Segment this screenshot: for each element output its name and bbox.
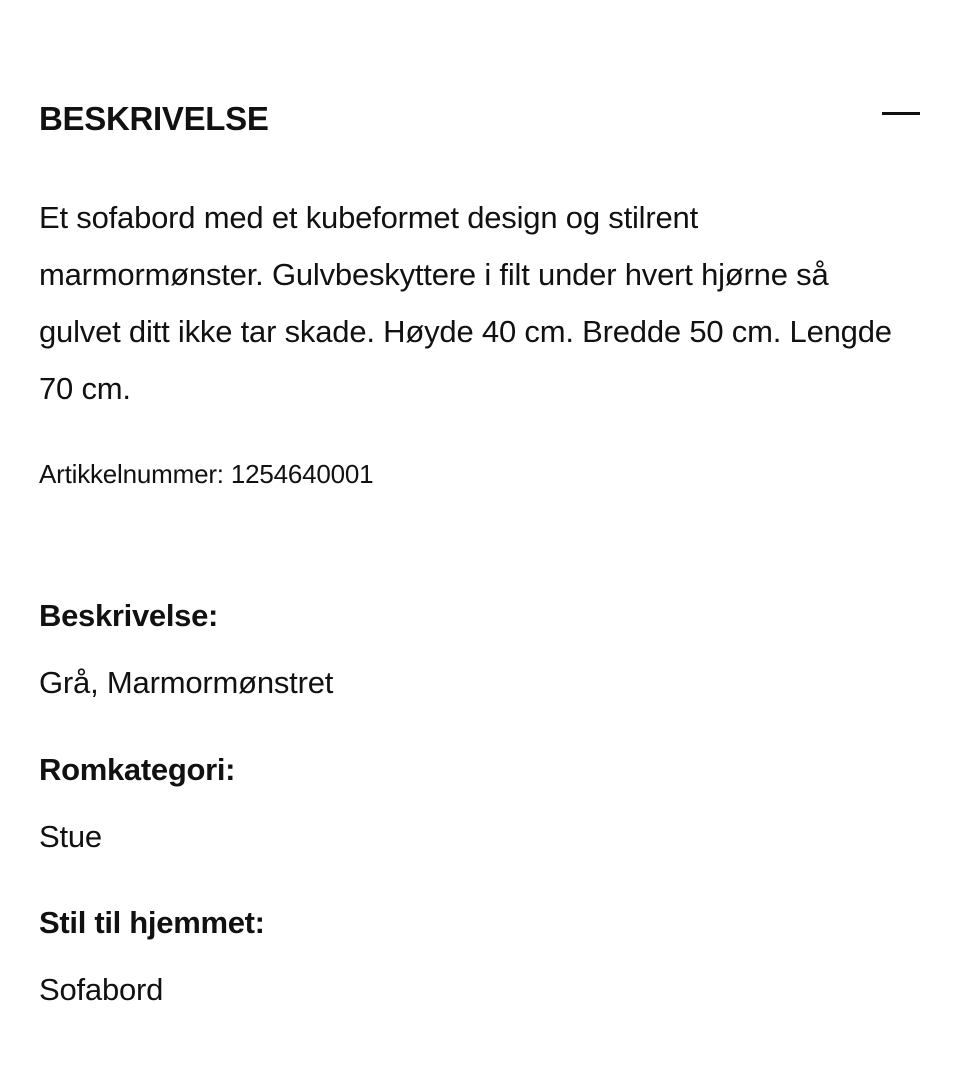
article-number: Artikkelnummer: 1254640001 xyxy=(39,459,374,489)
attribute-label-home-style: Stil til hjemmet: xyxy=(39,905,265,940)
attribute-label-room-category: Romkategori: xyxy=(39,752,236,787)
minus-icon[interactable] xyxy=(880,107,924,119)
attribute-value-description: Grå, Marmormønstret xyxy=(39,665,334,700)
description-accordion-header[interactable] xyxy=(0,80,960,156)
attribute-label-description: Beskrivelse: xyxy=(39,598,219,633)
section-title: BESKRIVELSE xyxy=(39,100,269,137)
product-description-text: Et sofabord med et kubeformet design og stilrent marmormønster. Gulvbeskyttere i filt under hvert hjørne så gulvet ditt ikke tar skade. Høyde 40 cm. Bredde 50 cm. Lengde 70 cm. xyxy=(39,200,892,406)
attribute-value-home-style: Sofabord xyxy=(39,972,164,1007)
attribute-value-room-category: Stue xyxy=(39,819,102,854)
